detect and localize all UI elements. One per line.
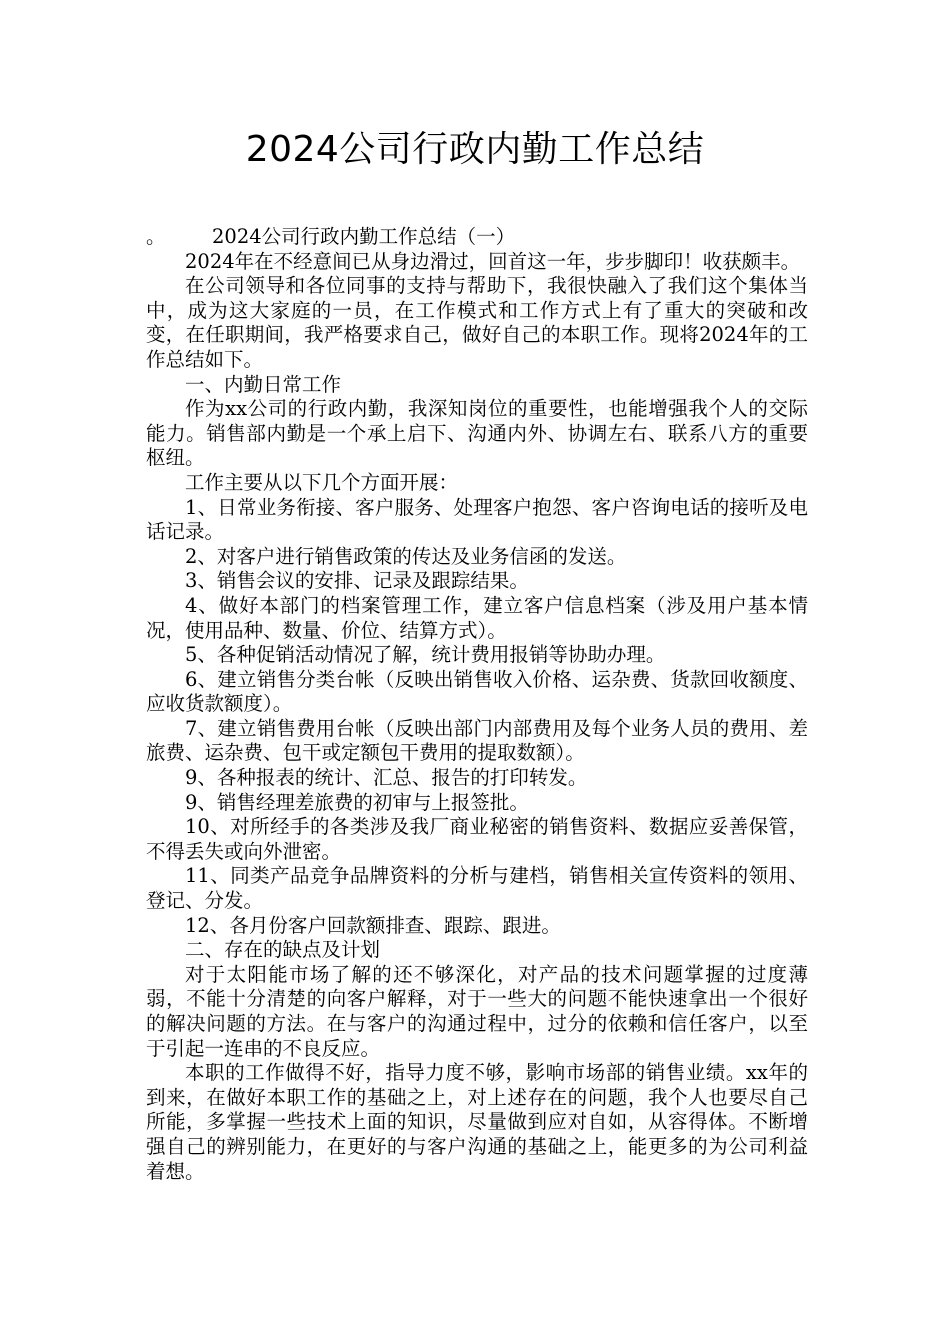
list-item: 3、销售会议的安排、记录及跟踪结果。 [185,569,529,593]
list-item: 9、销售经理差旅费的初审与上报签批。 [185,790,529,814]
list-item: 9、各种报表的统计、汇总、报告的打印转发。 [185,766,588,790]
section-subtitle: 2024公司行政内勤工作总结（一） [212,225,516,248]
paragraph: 本职的工作做得不好，指导力度不够，影响市场部的销售业绩。xx年的到来，在做好本职工作的基础之上，对上述存在的问题，我个人也要尽自己所能，多掌握一些技术上面的知识，尽量做到应对自如，从容得体。不断增强自己的辨别能力，在更好的与客户沟通的基础之上，能更多的为公司利益着想。 [146,1061,808,1183]
list-item: 11、同类产品竞争品牌资料的分析与建档，销售相关宣传资料的领用、登记、分发。 [146,864,808,913]
subtitle-line [146,225,808,250]
subtitle-prefix: 。 [146,225,166,248]
section-heading: 二、存在的缺点及计划 [185,938,381,962]
document-body [146,225,808,1184]
list-item: 5、各种促销活动情况了解，统计费用报销等协助办理。 [185,643,666,667]
paragraph: 对于太阳能市场了解的还不够深化，对产品的技术问题掌握的过度薄弱，不能十分清楚的向客户解释，对于一些大的问题不能快速拿出一个很好的解决问题的方法。在与客户的沟通过程中，过分的依赖和信任客户，以至于引起一连串的不良反应。 [146,962,808,1060]
paragraph: 在公司领导和各位同事的支持与帮助下，我很快融入了我们这个集体当中，成为这大家庭的一员，在工作模式和工作方式上有了重大的突破和改变，在任职期间，我严格要求自己，做好自己的本职工作。现将2024年的工作总结如下。 [146,274,808,371]
document-title: 2024公司行政内勤工作总结 [245,129,705,170]
list-item: 7、建立销售费用台帐（反映出部门内部费用及每个业务人员的费用、差旅费、运杂费、包干或定额包干费用的提取数额）。 [146,716,808,765]
list-item: 10、对所经手的各类涉及我厂商业秘密的销售资料、数据应妥善保管，不得丢失或向外泄密。 [146,815,808,863]
paragraph: 作为xx公司的行政内勤，我深知岗位的重要性，也能增强我个人的交际能力。销售部内勤是一个承上启下、沟通内外、协调左右、联系八方的重要枢纽。 [146,397,808,470]
list-item: 1、日常业务衔接、客户服务、处理客户抱怨、客户咨询电话的接听及电话记录。 [146,495,808,544]
list-item: 4、做好本部门的档案管理工作，建立客户信息档案（涉及用户基本情况，使用品种、数量、价位、结算方式）。 [146,593,808,642]
list-item: 6、建立销售分类台帐（反映出销售收入价格、运杂费、货款回收额度、应收货款额度）。 [146,667,808,716]
paragraph: 2024年在不经意间已从身边滑过，回首这一年，步步脚印！收获颇丰。 [185,249,801,273]
list-item: 2、对客户进行销售政策的传达及业务信函的发送。 [185,544,627,568]
list-item: 12、各月份客户回款额排查、跟踪、跟进。 [185,913,561,937]
section-heading: 一、内勤日常工作 [185,372,342,396]
paragraph: 工作主要从以下几个方面开展： [185,470,459,494]
